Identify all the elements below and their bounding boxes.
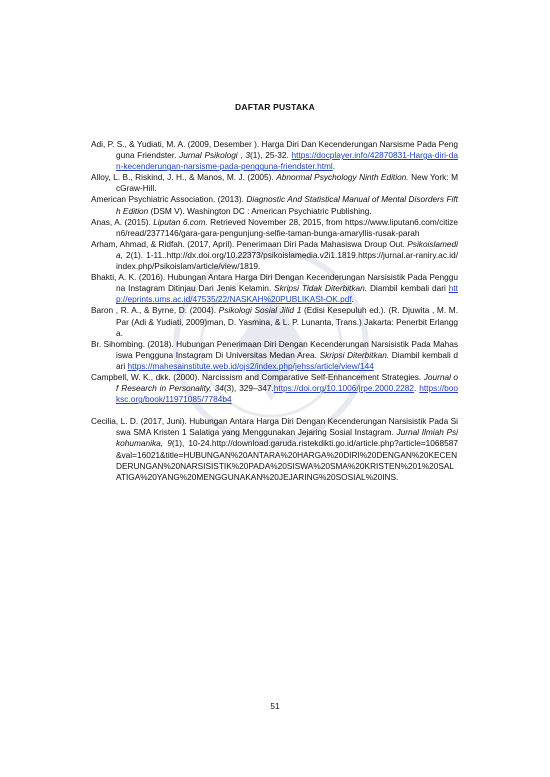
reference-italic-text: Journal of Research in Personality, 34 bbox=[116, 371, 458, 394]
reference-text: Bhakti, A. K. (2016). Hubungan Antara Harga Diri Dengan Kecenderungan Narsisistik Pada Pengguna Instagram Ditinjau Dari Jenis Kelamin. bbox=[91, 272, 458, 294]
reference-italic-text: Jurnal Ilmiah Psikohumanika, bbox=[116, 427, 458, 449]
reference-text: Arham, Ahmad, & Ridfah. (2017, April). Penerimaan Diri Pada Mahasiswa Droup Out. bbox=[91, 238, 408, 249]
reference-text: Cecilia, L. D. (2017, Juni). Hubungan Antara Harga Diri Dengan Kecenderungan Narsisistik Pada Siswa SMA Kristen 1 Salatiga yang Menggunakan Jejaring Sosial Instagram. bbox=[91, 416, 458, 438]
reference-italic-text: 3 bbox=[245, 150, 251, 161]
reference-text: (3), 329–347. bbox=[223, 383, 274, 394]
reference-text: New York: McGraw-Hill. bbox=[116, 172, 458, 194]
reference-text: Retrieved November 28, 2015, from https://www.liputan6.com/citizen6/read/2377146/gara-gara-pengunjung-selfie-taman-bunga-amaryllis-rusak-parah bbox=[116, 216, 458, 238]
page-title: DAFTAR PUSTAKA bbox=[235, 102, 315, 112]
reference-link[interactable]: https://doi.org/10.1006/jrpe.2000.2282 bbox=[273, 383, 415, 394]
reference-italic-text: Skripsi Diterbitkan. bbox=[319, 349, 390, 360]
reference-link[interactable]: https://booksc.org/book/11971085/7784b4 bbox=[116, 383, 458, 405]
reference-italic-text: Psikologi Sosial Jilid 1 bbox=[218, 305, 302, 316]
reference-text: Diambil kembali dari bbox=[116, 349, 459, 371]
reference-text: (1), 25-32. bbox=[250, 150, 292, 161]
reference-text: (DSM V). Washington DC : American Psychiatric Publishing. bbox=[148, 205, 372, 216]
reference-link[interactable]: https://docplayer.info/42870831-Harga-diri-dan-kecenderungan-narsisme-pada-pengguna-friendster.html bbox=[116, 150, 458, 172]
reference-text: , bbox=[237, 150, 246, 161]
reference-link[interactable]: https://mahesainstitute.web.id/ojs2/index.php/jehss/article/view/144 bbox=[127, 360, 374, 371]
reference-italic-text: Skripsi Tidak Diterbitkan. bbox=[274, 283, 368, 294]
reference-italic-text: Abnormal Psychology Ninth Edition. bbox=[276, 172, 409, 183]
reference-text: Campbell, W. K., dkk. (2000). Narcissism and Comparative Self-Enhancement Strategies. bbox=[91, 371, 424, 382]
reference-text: Diambil kembali dari bbox=[367, 283, 449, 294]
reference-entry bbox=[91, 416, 458, 483]
reference-entry bbox=[91, 217, 458, 239]
page-number: 51 bbox=[270, 701, 280, 711]
reference-entry bbox=[91, 372, 458, 405]
reference-italic-text: Liputan 6.com. bbox=[153, 216, 208, 227]
reference-link[interactable]: http://eprints.ums.ac.id/47535/22/NASKAH%20PUBLIKASI-OK.pdf bbox=[116, 283, 458, 305]
reference-entry bbox=[91, 139, 458, 172]
reference-text: (1), 10-24.http://download.garuda.ristekdikti.go.id/article.php?article=1068587&val=16021&title=HUBUNGAN%20ANTARA%20HARGA%20DIRI%20DENGAN%20KECENDERUNGAN%20NARSISISTIK%20PADA%20SISWA%20SMA%20KRISTEN%201%20SALATIGA%20YANG%20MENGGUNAKAN%20JEJARING%20SOSIAL%20INS. bbox=[116, 438, 458, 482]
reference-italic-text: Diagnostic And Statistical Manual of Mental Disorders Fifth Edition bbox=[116, 194, 458, 216]
reference-text: Anas, A. (2015). bbox=[91, 216, 154, 227]
reference-text: Baron , R. A., & Byrne, D. (2004). bbox=[91, 305, 219, 316]
reference-italic-text: Psikoislamedia, bbox=[116, 238, 458, 260]
reference-list bbox=[91, 139, 458, 483]
reference-italic-text: Jurnal Psikologi bbox=[179, 150, 238, 161]
reference-entry bbox=[91, 339, 458, 372]
reference-entry bbox=[91, 272, 458, 305]
reference-text: (Edisi Kesepuluh ed.). (R. Djuwita , M. M. Par (Adi & Yudiati, 2009)man, D. Yasmina, & L. P. Lunanta, Trans.) Jakarta: Penerbit Erlangga. bbox=[116, 305, 459, 338]
reference-italic-text: 9 bbox=[167, 438, 172, 449]
reference-text: . bbox=[351, 294, 354, 305]
reference-text: Alloy, L. B., Riskind, J. H., & Manos, M. J. (2005). bbox=[91, 172, 277, 183]
reference-text: Adi, P. S., & Yudiati, M. A. (2009, Desember ). Harga Diri Dan Kecenderungan Narsisme Pada Pengguna Friendster. bbox=[91, 139, 458, 161]
reference-entry bbox=[91, 305, 458, 338]
reference-entry bbox=[91, 172, 458, 194]
reference-text: American Psychiatric Association. (2013). bbox=[91, 194, 247, 205]
reference-entry bbox=[91, 194, 458, 216]
reference-text: . bbox=[414, 383, 420, 394]
reference-text: Br. Sihombing. (2018). Hubungan Penerimaan Diri Dengan Kecenderungan Narsisistik Pada Mahasiswa Pengguna Instagram Di Universitas Medan Area. bbox=[91, 338, 458, 360]
reference-text: 2(1). 1-11..http://dx.doi.org/10.22373/psikoislamedia.v2i1.1819.https://jurnal.ar-raniry.ac.id/index.php/Psikoislam/article/view/1819. bbox=[116, 249, 458, 272]
reference-text: . bbox=[332, 161, 336, 172]
reference-gap bbox=[91, 405, 458, 416]
reference-entry bbox=[91, 239, 458, 272]
